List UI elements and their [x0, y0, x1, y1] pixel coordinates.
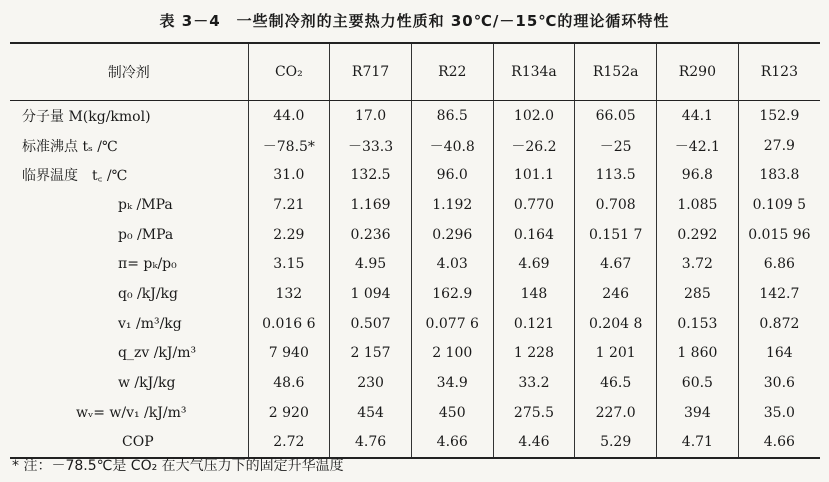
property-label: w /kJ/kg: [118, 375, 176, 392]
value-cell: 2 920: [248, 398, 330, 428]
value-cell: 102.0: [493, 101, 575, 131]
value-cell: 394: [657, 398, 739, 428]
value-cell: 4.95: [330, 249, 412, 279]
value-cell: 5.29: [575, 428, 657, 459]
value-cell: 1 860: [657, 339, 739, 369]
value-cell: －33.3: [330, 131, 412, 161]
property-label: pₖ /MPa: [118, 196, 173, 213]
header-cell-r22: R22: [411, 43, 493, 101]
value-cell: 275.5: [493, 398, 575, 428]
value-cell: 0.204 8: [575, 309, 657, 339]
value-cell: 86.5: [411, 101, 493, 131]
property-label-cell: [10, 428, 248, 459]
table-title: 表 3－4 一些制冷剂的主要热力性质和 30℃/－15℃的理论循环特性: [159, 12, 670, 30]
value-cell: 44.1: [657, 101, 739, 131]
value-cell: 0.151 7: [575, 220, 657, 250]
table-row: [10, 339, 820, 369]
value-cell: 27.9: [738, 131, 820, 161]
property-label: p₀ /MPa: [118, 226, 174, 243]
value-cell: 0.872: [738, 309, 820, 339]
value-cell: 0.507: [330, 309, 412, 339]
value-cell: 0.153: [657, 309, 739, 339]
property-label: 分子量 M(kg/kmol): [22, 108, 151, 125]
property-label-cell: [10, 279, 248, 309]
value-cell: 450: [411, 398, 493, 428]
value-cell: 162.9: [411, 279, 493, 309]
table-row: [10, 249, 820, 279]
value-cell: 60.5: [657, 368, 739, 398]
property-label-cell: [10, 398, 248, 428]
table-row: [10, 220, 820, 250]
header-cell-co2: CO₂: [248, 43, 330, 101]
header-cell-refrigerant: 制冷剂: [10, 43, 248, 101]
header-cell-r290: R290: [657, 43, 739, 101]
value-cell: 183.8: [738, 160, 820, 190]
table-row: [10, 309, 820, 339]
value-cell: 4.71: [657, 428, 739, 459]
value-cell: 2.72: [248, 428, 330, 459]
value-cell: 1 228: [493, 339, 575, 369]
property-label: 临界温度 t꜀ /℃: [22, 168, 128, 185]
property-label-cell: [10, 101, 248, 131]
value-cell: 0.015 96: [738, 220, 820, 250]
table-row: [10, 368, 820, 398]
table-row: [10, 160, 820, 190]
value-cell: 66.05: [575, 101, 657, 131]
value-cell: 4.66: [738, 428, 820, 459]
value-cell: 3.15: [248, 249, 330, 279]
refrigerant-properties-table: [10, 42, 820, 459]
property-label: π= pₖ/p₀: [118, 256, 177, 273]
value-cell: 0.296: [411, 220, 493, 250]
property-label-cell: [10, 220, 248, 250]
table-row: [10, 190, 820, 220]
value-cell: －26.2: [493, 131, 575, 161]
property-label-cell: [10, 160, 248, 190]
value-cell: 2 100: [411, 339, 493, 369]
value-cell: 1.085: [657, 190, 739, 220]
value-cell: 46.5: [575, 368, 657, 398]
value-cell: 4.76: [330, 428, 412, 459]
table-row: [10, 131, 820, 161]
value-cell: 4.46: [493, 428, 575, 459]
value-cell: 35.0: [738, 398, 820, 428]
value-cell: 1 094: [330, 279, 412, 309]
value-cell: 0.708: [575, 190, 657, 220]
value-cell: 0.121: [493, 309, 575, 339]
value-cell: 34.9: [411, 368, 493, 398]
value-cell: 30.6: [738, 368, 820, 398]
table-row: [10, 279, 820, 309]
value-cell: 0.164: [493, 220, 575, 250]
value-cell: －42.1: [657, 131, 739, 161]
value-cell: －78.5*: [248, 131, 330, 161]
value-cell: 6.86: [738, 249, 820, 279]
header-cell-r123: R123: [738, 43, 820, 101]
header-cell-r152a: R152a: [575, 43, 657, 101]
value-cell: 0.016 6: [248, 309, 330, 339]
table-row: [10, 398, 820, 428]
value-cell: 113.5: [575, 160, 657, 190]
value-cell: －25: [575, 131, 657, 161]
value-cell: 96.0: [411, 160, 493, 190]
value-cell: 4.03: [411, 249, 493, 279]
header-cell-r134a: R134a: [493, 43, 575, 101]
value-cell: 4.66: [411, 428, 493, 459]
value-cell: 285: [657, 279, 739, 309]
value-cell: 48.6: [248, 368, 330, 398]
property-label: COP: [122, 434, 154, 451]
value-cell: 4.69: [493, 249, 575, 279]
property-label-cell: [10, 309, 248, 339]
value-cell: 152.9: [738, 101, 820, 131]
value-cell: 7.21: [248, 190, 330, 220]
value-cell: 0.109 5: [738, 190, 820, 220]
value-cell: 2.29: [248, 220, 330, 250]
value-cell: 148: [493, 279, 575, 309]
property-label-cell: [10, 368, 248, 398]
value-cell: 132.5: [330, 160, 412, 190]
header-row: [10, 43, 820, 101]
value-cell: 101.1: [493, 160, 575, 190]
value-cell: 33.2: [493, 368, 575, 398]
value-cell: 7 940: [248, 339, 330, 369]
value-cell: 17.0: [330, 101, 412, 131]
property-label-cell: [10, 131, 248, 161]
value-cell: 3.72: [657, 249, 739, 279]
value-cell: 0.077 6: [411, 309, 493, 339]
header-cell-r717: R717: [330, 43, 412, 101]
property-label: v₁ /m³/kg: [118, 315, 182, 332]
value-cell: 132: [248, 279, 330, 309]
value-cell: 2 157: [330, 339, 412, 369]
value-cell: 164: [738, 339, 820, 369]
table-row: [10, 101, 820, 131]
value-cell: 142.7: [738, 279, 820, 309]
property-label: q₀ /kJ/kg: [118, 285, 178, 302]
table-row: [10, 428, 820, 459]
property-label: 标准沸点 tₛ /℃: [22, 138, 118, 155]
value-cell: 230: [330, 368, 412, 398]
value-cell: 0.770: [493, 190, 575, 220]
property-label: q_zv /kJ/m³: [118, 345, 197, 362]
property-label-cell: [10, 190, 248, 220]
property-label: wᵥ= w/v₁ /kJ/m³: [76, 404, 187, 421]
value-cell: 1 201: [575, 339, 657, 369]
value-cell: 227.0: [575, 398, 657, 428]
property-label-cell: [10, 339, 248, 369]
value-cell: 4.67: [575, 249, 657, 279]
value-cell: 1.169: [330, 190, 412, 220]
value-cell: 96.8: [657, 160, 739, 190]
property-label-cell: [10, 249, 248, 279]
footnote: * 注：－78.5℃是 CO₂ 在大气压力下的固定升华温度: [12, 458, 344, 474]
value-cell: 0.236: [330, 220, 412, 250]
value-cell: 1.192: [411, 190, 493, 220]
value-cell: 31.0: [248, 160, 330, 190]
value-cell: 246: [575, 279, 657, 309]
value-cell: 0.292: [657, 220, 739, 250]
value-cell: 454: [330, 398, 412, 428]
value-cell: 44.0: [248, 101, 330, 131]
value-cell: －40.8: [411, 131, 493, 161]
